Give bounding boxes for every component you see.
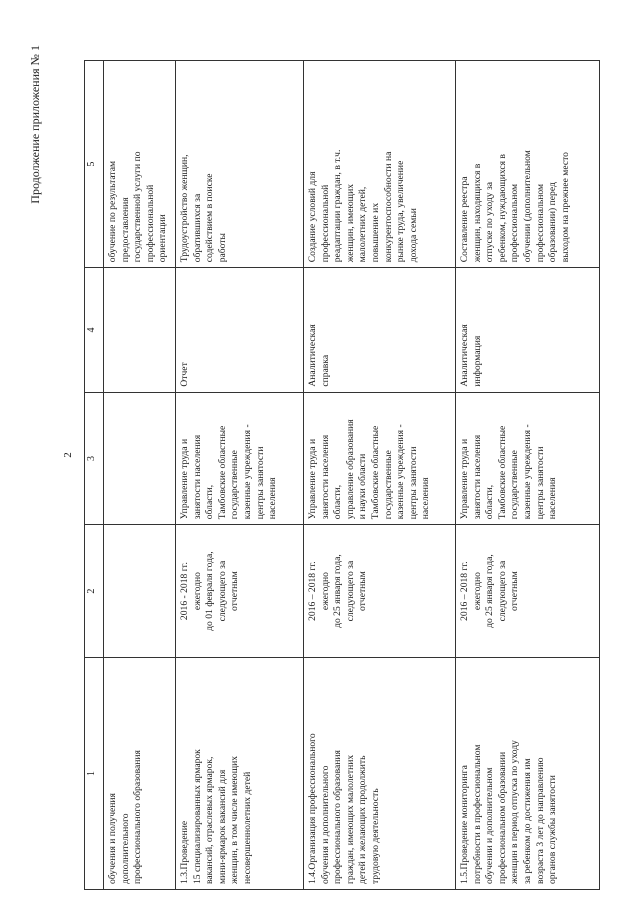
- responsible-cell: Управление труда и занятости населения области, управление образования и науки области Тамбовские областные государственные казенные учреждения - центры занятости населения: [304, 392, 456, 525]
- expected-result-cell: Трудоустройство женщин, обратившихся за содействием в поиске работы: [176, 61, 304, 268]
- page-number: 2: [62, 452, 74, 458]
- deadline-cell: 2016 - 2018 гг. ежегодно до 01 февраля года, следующего за отчетным: [176, 525, 304, 658]
- responsible-cell: [104, 392, 176, 525]
- report-form-cell: Отчет: [176, 268, 304, 392]
- report-form-cell: Аналитическая информация: [456, 268, 600, 392]
- measure-cell: 1.3.Проведение 15 специализированных ярмарок вакансий, отраслевых ярмарок, мини-ярмарок вакансий для женщин, в том числе имеющих несовершеннолетних детей: [176, 657, 304, 889]
- report-form-cell: Аналитическая справка: [304, 268, 456, 392]
- expected-result-cell: обучение по результатам предоставления государственной услуги по профессиональной ориентации: [104, 61, 176, 268]
- responsible-cell: Управление труда и занятости населения области, Тамбовские областные государственные казенные учреждения - центры занятости населения: [176, 392, 304, 525]
- column-header-4: 4: [85, 268, 104, 392]
- measure-cell: 1.4.Организация профессионального обучения и дополнительного профессионального образования граждан, имеющих малолетних детей и желающих продолжить трудовую деятельность: [304, 657, 456, 889]
- column-header-3: 3: [85, 392, 104, 525]
- column-header-5: 5: [85, 61, 104, 268]
- column-header-1: 1: [85, 657, 104, 889]
- table-row: [176, 61, 304, 890]
- measure-cell: обучения и получения дополнительного профессионального образования: [104, 657, 176, 889]
- deadline-cell: 2016 – 2018 гг. ежегодно до 25 января года, следующего за отчетным: [456, 525, 600, 658]
- measures-table: [84, 60, 600, 890]
- deadline-cell: [104, 525, 176, 658]
- report-form-cell: [104, 268, 176, 392]
- measure-cell: 1.5.Проведение мониторинга потребности в профессиональном обучении и дополнительном профессиональном образовании женщин в период отпуска по уходу за ребенком до достижения им возраста 3 лет до направлению органов службы занятости: [456, 657, 600, 889]
- table-row: [304, 61, 456, 890]
- column-header-2: 2: [85, 525, 104, 658]
- deadline-cell: 2016 – 2018 гг. ежегодно до 25 января года, следующего за отчетным: [304, 525, 456, 658]
- table-row: [456, 61, 600, 890]
- annex-title: Продолжение приложения № 1: [28, 45, 42, 204]
- table-row: [104, 61, 176, 890]
- table-header-row: [85, 61, 104, 890]
- expected-result-cell: Создание условий для профессиональной реадаптации граждан, в т.ч. женщин, имеющих малолетних детей, повышение их конкурентоспособности на рынке труда, увеличение дохода семьи: [304, 61, 456, 268]
- responsible-cell: Управление труда и занятости населения области, Тамбовские областные государственные казенные учреждения - центры занятости населения: [456, 392, 600, 525]
- expected-result-cell: Составление реестра женщин, находящихся в отпуске по уходу за ребенком, нуждающихся в профессиональном обучении (дополнительном профессиональном образовании) перед выходом на прежнее место: [456, 61, 600, 268]
